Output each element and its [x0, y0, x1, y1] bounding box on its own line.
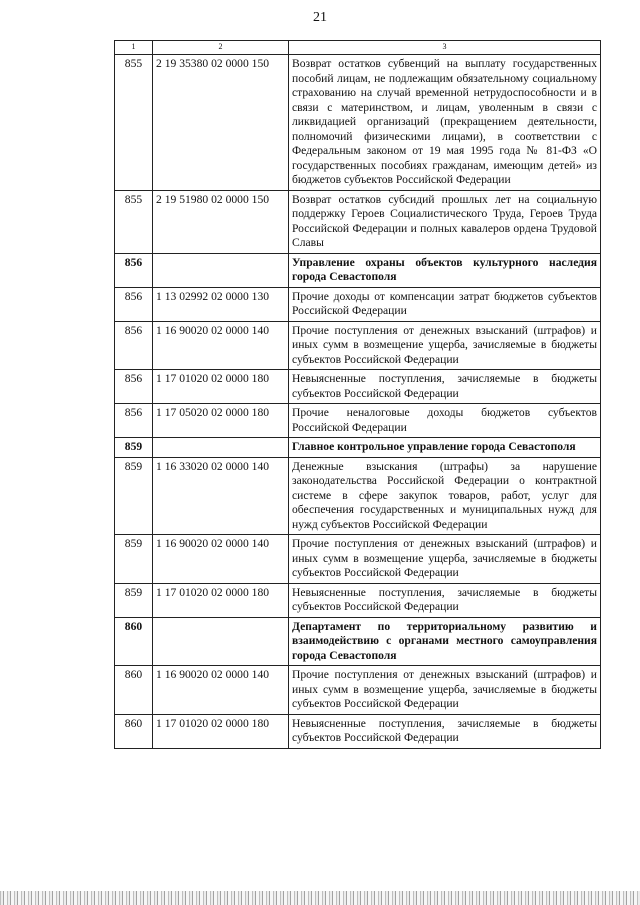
table-row [115, 404, 601, 438]
budget-code-cell: 1 17 01020 02 0000 180 [153, 370, 289, 404]
table-row [115, 190, 601, 253]
income-description-cell: Денежные взыскания (штрафы) за нарушение законодательства Российской Федерации о контрактной системе в сфере закупок товаров, работ, услуг для обеспечения государственных и муниципальных нужд для нужд субъектов Российской Федерации [289, 457, 601, 535]
department-heading-row [115, 438, 601, 458]
department-heading-row [115, 253, 601, 287]
admin-code-cell: 856 [115, 287, 153, 321]
budget-code-cell [153, 253, 289, 287]
income-description-cell: Невыясненные поступления, зачисляемые в бюджеты субъектов Российской Федерации [289, 583, 601, 617]
table-header-row [115, 41, 601, 55]
admin-code-cell: 859 [115, 583, 153, 617]
table-row [115, 666, 601, 715]
table-row [115, 370, 601, 404]
admin-code-cell: 856 [115, 370, 153, 404]
income-description-cell: Департамент по территориальному развитию и взаимодействию с органами местного самоуправления города Севастополя [289, 617, 601, 666]
income-description-cell: Прочие доходы от компенсации затрат бюджетов субъектов Российской Федерации [289, 287, 601, 321]
budget-code-cell: 1 17 05020 02 0000 180 [153, 404, 289, 438]
admin-code-cell: 856 [115, 321, 153, 370]
table-row [115, 457, 601, 535]
table-row [115, 55, 601, 191]
budget-code-cell [153, 617, 289, 666]
income-description-cell: Невыясненные поступления, зачисляемые в бюджеты субъектов Российской Федерации [289, 714, 601, 748]
budget-code-cell: 1 17 01020 02 0000 180 [153, 714, 289, 748]
table-body [115, 55, 601, 749]
budget-code-cell: 1 16 90020 02 0000 140 [153, 535, 289, 584]
income-description-cell: Возврат остатков субсидий прошлых лет на социальную поддержку Героев Социалистического Труда, Героев Труда Российской Федерации и полных кавалеров ордена Трудовой Славы [289, 190, 601, 253]
income-description-cell: Главное контрольное управление города Севастополя [289, 438, 601, 458]
scan-edge-artifact [0, 891, 640, 905]
table-row [115, 583, 601, 617]
table-row [115, 535, 601, 584]
admin-code-cell: 855 [115, 55, 153, 191]
table-row [115, 287, 601, 321]
budget-code-cell [153, 438, 289, 458]
admin-code-cell: 860 [115, 617, 153, 666]
budget-code-cell: 2 19 35380 02 0000 150 [153, 55, 289, 191]
admin-code-cell: 859 [115, 535, 153, 584]
admin-code-cell: 856 [115, 253, 153, 287]
department-heading-row [115, 617, 601, 666]
budget-code-cell: 2 19 51980 02 0000 150 [153, 190, 289, 253]
income-description-cell: Прочие поступления от денежных взысканий (штрафов) и иных сумм в возмещение ущерба, зачисляемые в бюджеты субъектов Российской Федерации [289, 666, 601, 715]
budget-code-cell: 1 13 02992 02 0000 130 [153, 287, 289, 321]
income-description-cell: Прочие неналоговые доходы бюджетов субъектов Российской Федерации [289, 404, 601, 438]
table-row [115, 321, 601, 370]
admin-code-cell: 856 [115, 404, 153, 438]
column-header-3: 3 [289, 41, 601, 55]
admin-code-cell: 860 [115, 666, 153, 715]
page-number: 21 [313, 10, 327, 25]
admin-code-cell: 859 [115, 438, 153, 458]
income-description-cell: Невыясненные поступления, зачисляемые в бюджеты субъектов Российской Федерации [289, 370, 601, 404]
income-description-cell: Прочие поступления от денежных взысканий (штрафов) и иных сумм в возмещение ущерба, зачисляемые в бюджеты субъектов Российской Федерации [289, 321, 601, 370]
budget-code-cell: 1 17 01020 02 0000 180 [153, 583, 289, 617]
column-header-1: 1 [115, 41, 153, 55]
income-description-cell: Возврат остатков субвенций на выплату государственных пособий лицам, не подлежащим обязательному социальному страхованию на случай временной нетрудоспособности и в связи с материнством, и лицам, уволенным в связи с ликвидацией организаций (прекращением деятельности, полномочий физическими лицами), в соответствии с Федеральным законом от 19 мая 1995 года № 81-ФЗ «О государственных пособиях гражданам, имеющим детей» из бюджетов субъектов Российской Федерации [289, 55, 601, 191]
budget-code-cell: 1 16 33020 02 0000 140 [153, 457, 289, 535]
income-description-cell: Управление охраны объектов культурного наследия города Севастополя [289, 253, 601, 287]
budget-code-cell: 1 16 90020 02 0000 140 [153, 321, 289, 370]
revenue-codes-table [114, 40, 601, 749]
admin-code-cell: 859 [115, 457, 153, 535]
admin-code-cell: 855 [115, 190, 153, 253]
admin-code-cell: 860 [115, 714, 153, 748]
income-description-cell: Прочие поступления от денежных взысканий (штрафов) и иных сумм в возмещение ущерба, зачисляемые в бюджеты субъектов Российской Федерации [289, 535, 601, 584]
table-row [115, 714, 601, 748]
column-header-2: 2 [153, 41, 289, 55]
budget-code-cell: 1 16 90020 02 0000 140 [153, 666, 289, 715]
